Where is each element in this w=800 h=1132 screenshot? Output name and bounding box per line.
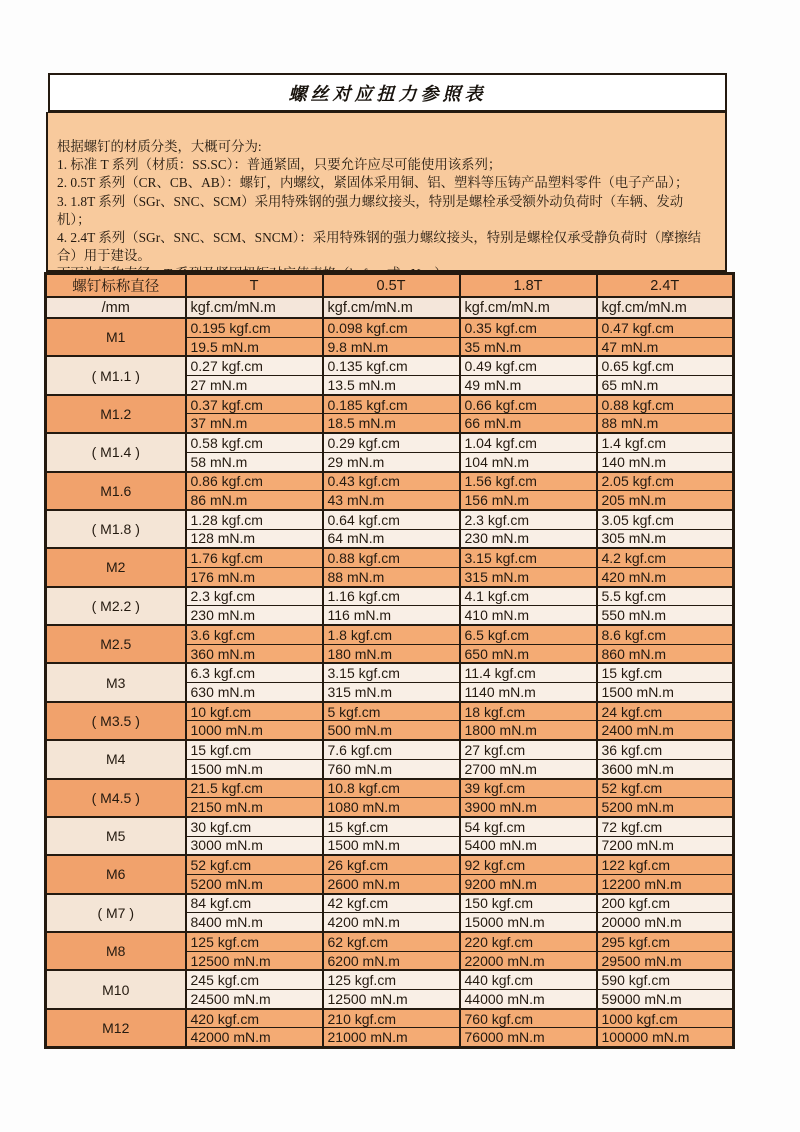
torque-value-mn: 140 mN.m — [597, 452, 734, 471]
torque-value-mn: 5200 mN.m — [186, 874, 323, 893]
torque-value-kgf: 0.58 kgf.cm — [186, 433, 323, 452]
torque-value-kgf: 10 kgf.cm — [186, 702, 323, 721]
torque-value-kgf: 52 kgf.cm — [186, 855, 323, 874]
torque-value-mn: 630 mN.m — [186, 683, 323, 702]
torque-value-mn: 650 mN.m — [460, 644, 597, 663]
torque-value-kgf: 590 kgf.cm — [597, 970, 734, 989]
torque-value-mn: 9200 mN.m — [460, 874, 597, 893]
table-row-kgf — [46, 740, 734, 759]
torque-value-kgf: 54 kgf.cm — [460, 817, 597, 836]
torque-value-kgf: 0.29 kgf.cm — [323, 433, 460, 452]
torque-value-mn: 7200 mN.m — [597, 836, 734, 855]
torque-value-kgf: 92 kgf.cm — [460, 855, 597, 874]
torque-value-mn: 156 mN.m — [460, 491, 597, 510]
torque-value-kgf: 125 kgf.cm — [323, 970, 460, 989]
torque-value-kgf: 3.6 kgf.cm — [186, 625, 323, 644]
torque-value-kgf: 27 kgf.cm — [460, 740, 597, 759]
screw-size-label: M10 — [46, 970, 186, 1008]
torque-value-kgf: 0.35 kgf.cm — [460, 318, 597, 337]
torque-value-kgf: 200 kgf.cm — [597, 894, 734, 913]
torque-value-mn: 1800 mN.m — [460, 721, 597, 740]
torque-value-kgf: 10.8 kgf.cm — [323, 779, 460, 798]
torque-value-kgf: 6.5 kgf.cm — [460, 625, 597, 644]
torque-value-kgf: 4.1 kgf.cm — [460, 587, 597, 606]
torque-value-mn: 18.5 mN.m — [323, 414, 460, 433]
torque-value-mn: 230 mN.m — [186, 606, 323, 625]
torque-value-kgf: 1.4 kgf.cm — [597, 433, 734, 452]
screw-size-label: M1.6 — [46, 472, 186, 510]
torque-value-kgf: 0.37 kgf.cm — [186, 395, 323, 414]
torque-value-kgf: 295 kgf.cm — [597, 932, 734, 951]
torque-value-kgf: 0.43 kgf.cm — [323, 472, 460, 491]
torque-value-kgf: 21.5 kgf.cm — [186, 779, 323, 798]
torque-value-mn: 43 mN.m — [323, 491, 460, 510]
table-row-kgf — [46, 779, 734, 798]
torque-value-mn: 205 mN.m — [597, 491, 734, 510]
torque-value-mn: 88 mN.m — [597, 414, 734, 433]
torque-value-mn: 2150 mN.m — [186, 798, 323, 817]
torque-value-kgf: 2.3 kgf.cm — [460, 510, 597, 529]
units-header-cell: kgf.cm/mN.m — [323, 297, 460, 318]
torque-value-mn: 6200 mN.m — [323, 951, 460, 970]
torque-value-kgf: 18 kgf.cm — [460, 702, 597, 721]
torque-value-kgf: 11.4 kgf.cm — [460, 663, 597, 682]
torque-value-kgf: 1.56 kgf.cm — [460, 472, 597, 491]
torque-value-kgf: 7.6 kgf.cm — [323, 740, 460, 759]
screw-size-label: ( M2.2 ) — [46, 587, 186, 625]
torque-value-kgf: 1.8 kgf.cm — [323, 625, 460, 644]
torque-value-kgf: 15 kgf.cm — [186, 740, 323, 759]
units-header-cell: kgf.cm/mN.m — [460, 297, 597, 318]
torque-value-kgf: 3.15 kgf.cm — [460, 548, 597, 567]
torque-value-kgf: 0.47 kgf.cm — [597, 318, 734, 337]
torque-value-mn: 128 mN.m — [186, 529, 323, 548]
torque-value-mn: 760 mN.m — [323, 759, 460, 778]
torque-value-mn: 315 mN.m — [460, 567, 597, 586]
title-box — [48, 73, 727, 112]
torque-value-mn: 12200 mN.m — [597, 874, 734, 893]
torque-value-kgf: 72 kgf.cm — [597, 817, 734, 836]
torque-value-mn: 27 mN.m — [186, 376, 323, 395]
column-header-series-24t: 2.4T — [597, 274, 734, 298]
torque-value-mn: 88 mN.m — [323, 567, 460, 586]
torque-table-body — [46, 318, 734, 1047]
torque-value-mn: 21000 mN.m — [323, 1028, 460, 1047]
torque-value-kgf: 1.16 kgf.cm — [323, 587, 460, 606]
intro-line: 根据螺钉的材质分类，大概可分为: — [57, 139, 262, 154]
torque-value-mn: 5400 mN.m — [460, 836, 597, 855]
torque-value-mn: 410 mN.m — [460, 606, 597, 625]
torque-value-mn: 65 mN.m — [597, 376, 734, 395]
torque-value-kgf: 0.135 kgf.cm — [323, 356, 460, 375]
torque-value-mn: 42000 mN.m — [186, 1028, 323, 1047]
torque-value-mn: 116 mN.m — [323, 606, 460, 625]
torque-value-kgf: 0.88 kgf.cm — [597, 395, 734, 414]
torque-value-kgf: 0.27 kgf.cm — [186, 356, 323, 375]
torque-value-kgf: 0.64 kgf.cm — [323, 510, 460, 529]
torque-value-mn: 2600 mN.m — [323, 874, 460, 893]
torque-value-kgf: 24 kgf.cm — [597, 702, 734, 721]
torque-value-mn: 29 mN.m — [323, 452, 460, 471]
torque-value-kgf: 1.28 kgf.cm — [186, 510, 323, 529]
torque-value-kgf: 210 kgf.cm — [323, 1009, 460, 1028]
torque-value-mn: 104 mN.m — [460, 452, 597, 471]
table-row-kgf — [46, 932, 734, 951]
intro-line: 1. 标准 T 系列（材质：SS.SC）：普通紧固，只要允许应尽可能使用该系列； — [57, 157, 502, 173]
torque-value-mn: 1500 mN.m — [597, 683, 734, 702]
torque-value-mn: 420 mN.m — [597, 567, 734, 586]
screw-size-label: M8 — [46, 932, 186, 970]
torque-value-kgf: 125 kgf.cm — [186, 932, 323, 951]
torque-value-kgf: 15 kgf.cm — [323, 817, 460, 836]
torque-reference-table — [44, 272, 735, 1049]
torque-value-kgf: 5.5 kgf.cm — [597, 587, 734, 606]
column-header-diameter: 螺钉标称直径 — [46, 274, 186, 298]
screw-size-label: ( M7 ) — [46, 894, 186, 932]
screw-size-label: ( M3.5 ) — [46, 702, 186, 740]
torque-value-mn: 2400 mN.m — [597, 721, 734, 740]
torque-value-mn: 1140 mN.m — [460, 683, 597, 702]
torque-value-kgf: 0.185 kgf.cm — [323, 395, 460, 414]
screw-size-label: M1 — [46, 318, 186, 356]
torque-value-mn: 500 mN.m — [323, 721, 460, 740]
torque-value-kgf: 39 kgf.cm — [460, 779, 597, 798]
screw-size-label: M4 — [46, 740, 186, 778]
torque-value-kgf: 122 kgf.cm — [597, 855, 734, 874]
torque-value-mn: 49 mN.m — [460, 376, 597, 395]
column-header-series-18t: 1.8T — [460, 274, 597, 298]
table-row-kgf — [46, 433, 734, 452]
torque-value-mn: 20000 mN.m — [597, 913, 734, 932]
torque-value-mn: 360 mN.m — [186, 644, 323, 663]
torque-value-mn: 12500 mN.m — [323, 990, 460, 1009]
column-header-series-t: T — [186, 274, 323, 298]
torque-value-kgf: 52 kgf.cm — [597, 779, 734, 798]
torque-value-kgf: 0.49 kgf.cm — [460, 356, 597, 375]
torque-value-mn: 3000 mN.m — [186, 836, 323, 855]
torque-value-mn: 86 mN.m — [186, 491, 323, 510]
torque-value-mn: 22000 mN.m — [460, 951, 597, 970]
torque-value-mn: 3600 mN.m — [597, 759, 734, 778]
torque-value-mn: 8400 mN.m — [186, 913, 323, 932]
table-row-kgf — [46, 817, 734, 836]
screw-size-label: M2 — [46, 548, 186, 586]
table-row-kgf — [46, 318, 734, 337]
torque-value-kgf: 220 kgf.cm — [460, 932, 597, 951]
units-header-cell: kgf.cm/mN.m — [597, 297, 734, 318]
torque-value-kgf: 4.2 kgf.cm — [597, 548, 734, 567]
intro-line: 3. 1.8T 系列（SGr、SNC、SCM）采用特殊钢的强力螺纹接头，特别是螺栓承受额外动负荷时（车辆、发动机）； — [57, 193, 684, 227]
screw-size-label: M3 — [46, 663, 186, 701]
torque-value-mn: 4200 mN.m — [323, 913, 460, 932]
torque-value-mn: 47 mN.m — [597, 337, 734, 356]
table-row-kgf — [46, 894, 734, 913]
table-row-kgf — [46, 587, 734, 606]
torque-value-kgf: 84 kgf.cm — [186, 894, 323, 913]
torque-value-mn: 58 mN.m — [186, 452, 323, 471]
screw-size-label: M5 — [46, 817, 186, 855]
table-row-kgf — [46, 472, 734, 491]
torque-value-mn: 15000 mN.m — [460, 913, 597, 932]
torque-value-mn: 9.8 mN.m — [323, 337, 460, 356]
torque-value-kgf: 420 kgf.cm — [186, 1009, 323, 1028]
torque-value-kgf: 0.86 kgf.cm — [186, 472, 323, 491]
torque-value-kgf: 3.05 kgf.cm — [597, 510, 734, 529]
torque-value-kgf: 150 kgf.cm — [460, 894, 597, 913]
torque-value-mn: 64 mN.m — [323, 529, 460, 548]
screw-size-label: ( M4.5 ) — [46, 779, 186, 817]
table-row-kgf — [46, 356, 734, 375]
torque-value-kgf: 1.04 kgf.cm — [460, 433, 597, 452]
table-row-kgf — [46, 395, 734, 414]
torque-value-kgf: 0.195 kgf.cm — [186, 318, 323, 337]
torque-value-kgf: 2.05 kgf.cm — [597, 472, 734, 491]
torque-value-mn: 1080 mN.m — [323, 798, 460, 817]
torque-value-mn: 860 mN.m — [597, 644, 734, 663]
torque-value-kgf: 3.15 kgf.cm — [323, 663, 460, 682]
table-row-kgf — [46, 970, 734, 989]
column-header-series-05t: 0.5T — [323, 274, 460, 298]
torque-value-kgf: 440 kgf.cm — [460, 970, 597, 989]
table-row-kgf — [46, 702, 734, 721]
torque-value-mn: 230 mN.m — [460, 529, 597, 548]
torque-value-kgf: 5 kgf.cm — [323, 702, 460, 721]
torque-value-kgf: 0.88 kgf.cm — [323, 548, 460, 567]
torque-value-mn: 13.5 mN.m — [323, 376, 460, 395]
intro-line: 下面为标称直径，T 系列及紧固扭矩对应值表格（kgf.cm或mN.m）： — [57, 266, 455, 282]
torque-value-kgf: 8.6 kgf.cm — [597, 625, 734, 644]
torque-value-kgf: 245 kgf.cm — [186, 970, 323, 989]
intro-section — [46, 112, 727, 282]
torque-value-kgf: 15 kgf.cm — [597, 663, 734, 682]
intro-line: 2. 0.5T 系列（CR、CB、AB）：螺钉，内螺纹，紧固体采用铜、铝、塑料等压铸产品塑料零件（电子产品）； — [57, 175, 689, 191]
torque-value-kgf: 62 kgf.cm — [323, 932, 460, 951]
torque-value-mn: 550 mN.m — [597, 606, 734, 625]
torque-value-kgf: 36 kgf.cm — [597, 740, 734, 759]
torque-value-kgf: 0.098 kgf.cm — [323, 318, 460, 337]
torque-value-kgf: 760 kgf.cm — [460, 1009, 597, 1028]
table-header-row — [46, 274, 734, 298]
torque-value-mn: 29500 mN.m — [597, 951, 734, 970]
torque-value-mn: 3900 mN.m — [460, 798, 597, 817]
torque-value-mn: 12500 mN.m — [186, 951, 323, 970]
torque-value-mn: 2700 mN.m — [460, 759, 597, 778]
torque-value-kgf: 30 kgf.cm — [186, 817, 323, 836]
screw-size-label: ( M1.1 ) — [46, 356, 186, 394]
table-row-kgf — [46, 663, 734, 682]
screw-size-label: M6 — [46, 855, 186, 893]
torque-value-mn: 315 mN.m — [323, 683, 460, 702]
torque-value-kgf: 42 kgf.cm — [323, 894, 460, 913]
units-header-mm: /mm — [46, 297, 186, 318]
torque-value-mn: 305 mN.m — [597, 529, 734, 548]
torque-value-kgf: 0.66 kgf.cm — [460, 395, 597, 414]
table-row-kgf — [46, 548, 734, 567]
torque-value-mn: 66 mN.m — [460, 414, 597, 433]
screw-size-label: M12 — [46, 1009, 186, 1047]
screw-size-label: ( M1.4 ) — [46, 433, 186, 471]
torque-value-mn: 59000 mN.m — [597, 990, 734, 1009]
table-row-kgf — [46, 1009, 734, 1028]
torque-value-mn: 1500 mN.m — [186, 759, 323, 778]
screw-size-label: M1.2 — [46, 395, 186, 433]
torque-value-mn: 37 mN.m — [186, 414, 323, 433]
table-row-kgf — [46, 625, 734, 644]
torque-value-mn: 1500 mN.m — [323, 836, 460, 855]
torque-value-kgf: 1.76 kgf.cm — [186, 548, 323, 567]
torque-value-mn: 35 mN.m — [460, 337, 597, 356]
table-units-row — [46, 297, 734, 318]
screw-size-label: M2.5 — [46, 625, 186, 663]
torque-value-mn: 100000 mN.m — [597, 1028, 734, 1047]
table-row-kgf — [46, 855, 734, 874]
torque-value-mn: 176 mN.m — [186, 567, 323, 586]
torque-value-mn: 76000 mN.m — [460, 1028, 597, 1047]
torque-value-mn: 1000 mN.m — [186, 721, 323, 740]
intro-line: 4. 2.4T 系列（SGr、SNC、SCM、SNCM）：采用特殊钢的强力螺纹接头，特别是螺栓仅承受静负荷时（摩擦结合）用于建设。 — [57, 230, 702, 264]
torque-value-mn: 180 mN.m — [323, 644, 460, 663]
torque-value-kgf: 6.3 kgf.cm — [186, 663, 323, 682]
torque-value-mn: 24500 mN.m — [186, 990, 323, 1009]
torque-value-kgf: 0.65 kgf.cm — [597, 356, 734, 375]
torque-value-kgf: 2.3 kgf.cm — [186, 587, 323, 606]
torque-value-mn: 19.5 mN.m — [186, 337, 323, 356]
units-header-cell: kgf.cm/mN.m — [186, 297, 323, 318]
torque-value-mn: 5200 mN.m — [597, 798, 734, 817]
table-row-kgf — [46, 510, 734, 529]
torque-value-kgf: 1000 kgf.cm — [597, 1009, 734, 1028]
document-title: 螺丝对应扭力参照表 — [288, 83, 487, 104]
torque-value-mn: 44000 mN.m — [460, 990, 597, 1009]
screw-size-label: ( M1.8 ) — [46, 510, 186, 548]
torque-value-kgf: 26 kgf.cm — [323, 855, 460, 874]
